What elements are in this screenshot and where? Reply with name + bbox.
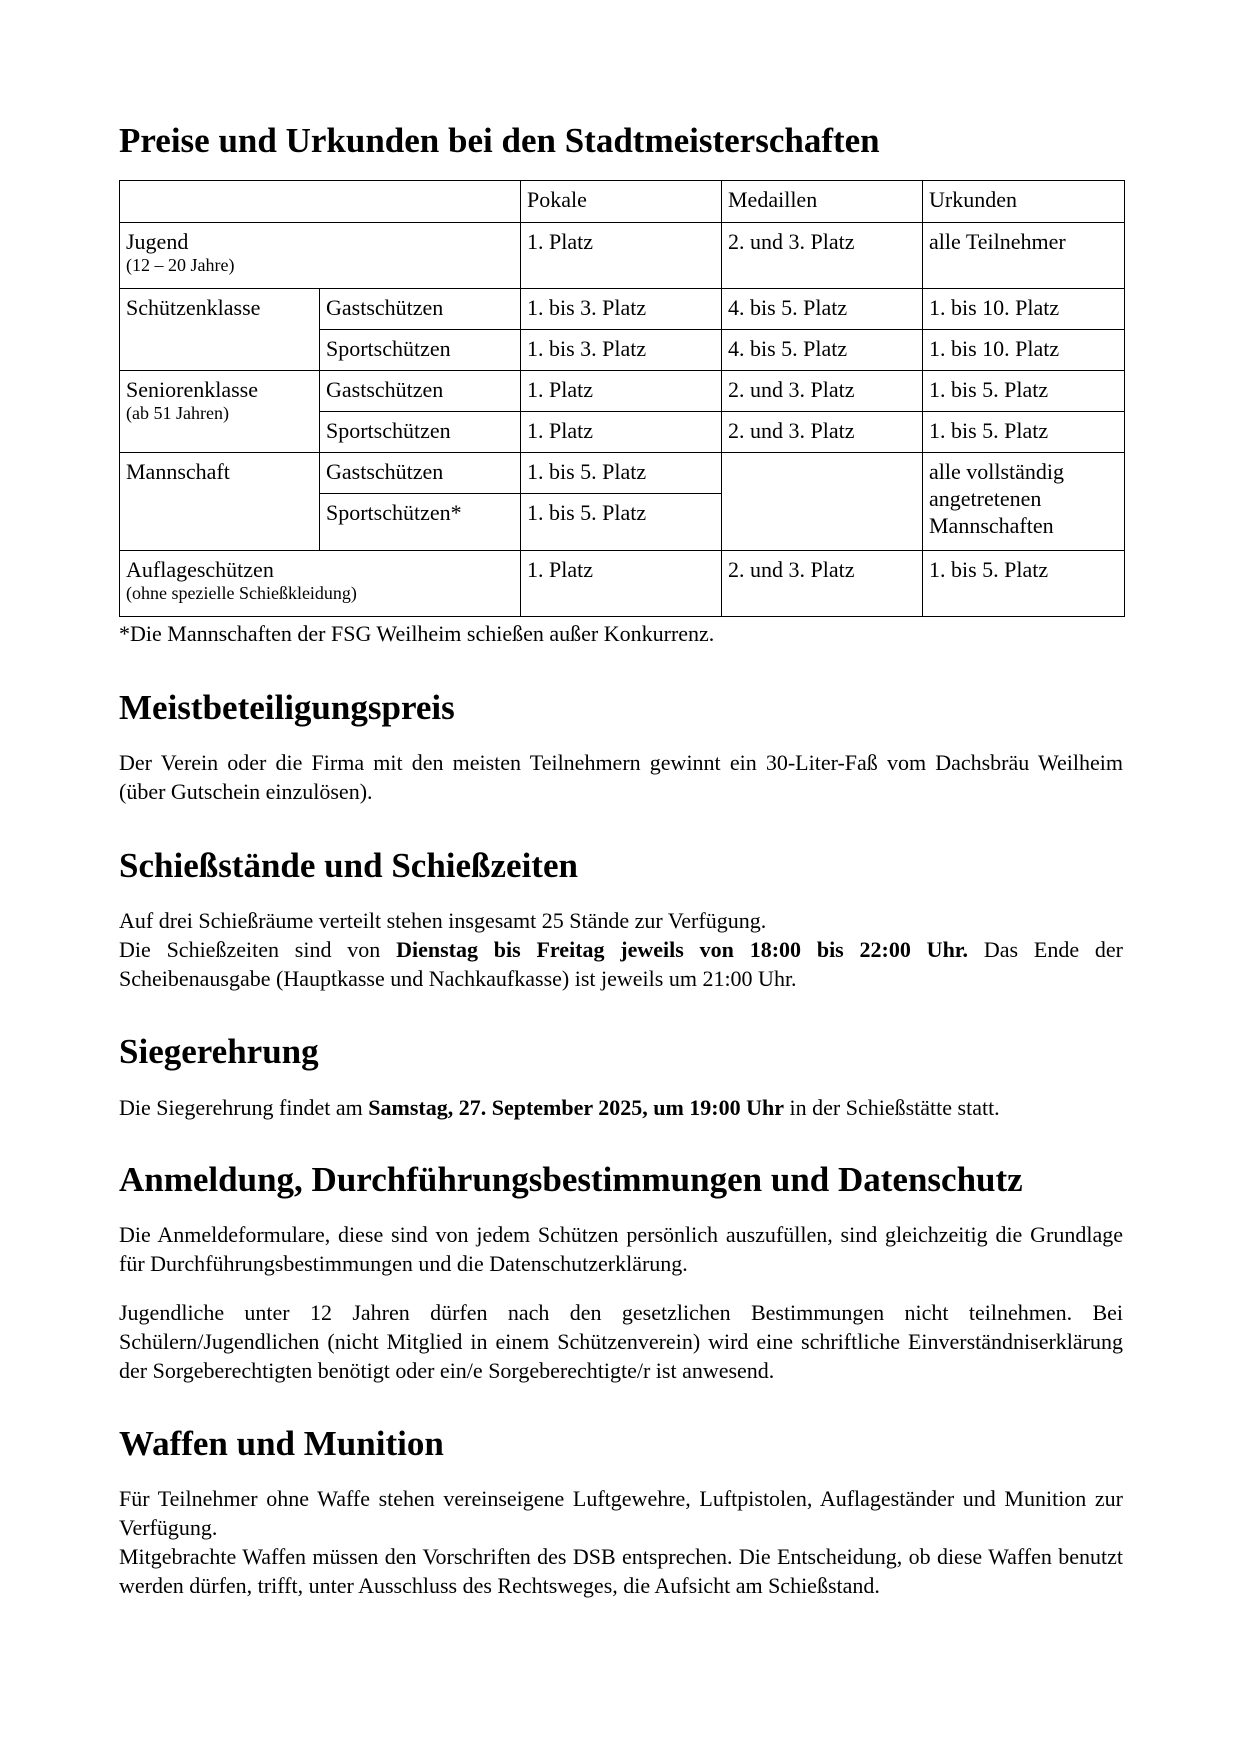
- row-label: Mannschaft: [120, 453, 320, 551]
- section-heading: Meistbeteiligungspreis: [119, 688, 455, 727]
- prizes-table: [119, 180, 1125, 617]
- table-cell: Sportschützen: [320, 412, 521, 453]
- paragraph: Auf drei Schießräume verteilt stehen insgesamt 25 Stände zur Verfügung. Die Schießzeiten sind von Dienstag bis Freitag jeweils von 18:00 bis 22:00 Uhr. Das Ende der Scheibenausgabe (Hauptkasse und Nachkaufkasse) ist jeweils um 21:00 Uhr.: [119, 908, 1123, 991]
- paragraph: Für Teilnehmer ohne Waffe stehen vereinseigene Luftgewehre, Luftpistolen, Auflageständer und Munition zur Verfügung.: [119, 1486, 1123, 1540]
- table-cell: [120, 181, 521, 223]
- table-cell: 1. bis 5. Platz: [923, 551, 1125, 617]
- table-cell: 1. bis 3. Platz: [521, 289, 722, 330]
- table-row: [120, 289, 1125, 330]
- table-cell: 2. und 3. Platz: [722, 412, 923, 453]
- paragraph: Mitgebrachte Waffen müssen den Vorschriften des DSB entsprechen. Die Entscheidung, ob diese Waffen benutzt werden dürfen, trifft, unter Ausschluss des Rechtsweges, die Aufsicht am Schießstand.: [119, 1544, 1123, 1598]
- row-label: Auflageschützen (ohne spezielle Schießkleidung): [120, 551, 521, 617]
- paragraph: Die Siegerehrung findet am Samstag, 27. September 2025, um 19:00 Uhr in der Schießstätte statt.: [119, 1095, 1000, 1120]
- section-heading: Schießstände und Schießzeiten: [119, 846, 578, 885]
- section-heading: Anmeldung, Durchführungsbestimmungen und Datenschutz: [119, 1160, 1023, 1199]
- table-cell: alle vollständig angetretenen Mannschaften: [923, 453, 1125, 551]
- table-row: [120, 223, 1125, 289]
- table-row: [120, 453, 1125, 494]
- table-cell: 2. und 3. Platz: [722, 551, 923, 617]
- table-cell: [722, 453, 923, 551]
- page-title: Preise und Urkunden bei den Stadtmeisterschaften: [119, 121, 880, 160]
- table-row: [120, 371, 1125, 412]
- table-cell: Sportschützen*: [320, 494, 521, 551]
- row-label: Seniorenklasse (ab 51 Jahren): [120, 371, 320, 453]
- table-cell: 1. bis 10. Platz: [923, 289, 1125, 330]
- paragraph: Der Verein oder die Firma mit den meisten Teilnehmern gewinnt ein 30-Liter-Faß vom Dachsbräu Weilheim (über Gutschein einzulösen).: [119, 750, 1123, 804]
- column-header: Medaillen: [722, 181, 923, 223]
- row-label: Schützenklasse: [120, 289, 320, 371]
- table-cell: 1. Platz: [521, 551, 722, 617]
- table-cell: 1. Platz: [521, 412, 722, 453]
- table-cell: 2. und 3. Platz: [722, 371, 923, 412]
- table-cell: Gastschützen: [320, 453, 521, 494]
- table-header-row: [120, 181, 1125, 223]
- table-row: [120, 551, 1125, 617]
- table-cell: Sportschützen: [320, 330, 521, 371]
- row-label: Jugend (12 – 20 Jahre): [120, 223, 521, 289]
- table-footnote: *Die Mannschaften der FSG Weilheim schießen außer Konkurrenz.: [119, 621, 715, 646]
- table-cell: 2. und 3. Platz: [722, 223, 923, 289]
- paragraph: Die Anmeldeformulare, diese sind von jedem Schützen persönlich auszufüllen, sind gleichzeitig die Grundlage für Durchführungsbestimmungen und die Datenschutzerklärung.: [119, 1222, 1123, 1276]
- table-cell: 1. bis 5. Platz: [923, 371, 1125, 412]
- table-cell: 1. bis 10. Platz: [923, 330, 1125, 371]
- paragraph: Jugendliche unter 12 Jahren dürfen nach den gesetzlichen Bestimmungen nicht teilnehmen. Bei Schülern/Jugendlichen (nicht Mitglied in einem Schützenverein) wird eine schriftliche Einverständniserklärung der Sorgeberechtigten benötigt oder ein/e Sorgeberechtigte/r ist anwesend.: [119, 1300, 1123, 1383]
- table-cell: 1. bis 5. Platz: [923, 412, 1125, 453]
- column-header: Urkunden: [923, 181, 1125, 223]
- section-heading: Siegerehrung: [119, 1032, 319, 1071]
- table-cell: 4. bis 5. Platz: [722, 289, 923, 330]
- table-cell: alle Teilnehmer: [923, 223, 1125, 289]
- table-cell: 1. Platz: [521, 371, 722, 412]
- table-cell: 1. bis 3. Platz: [521, 330, 722, 371]
- table-cell: 1. bis 5. Platz: [521, 453, 722, 494]
- table-cell: Gastschützen: [320, 289, 521, 330]
- table-cell: 1. bis 5. Platz: [521, 494, 722, 551]
- column-header: Pokale: [521, 181, 722, 223]
- table-cell: 4. bis 5. Platz: [722, 330, 923, 371]
- table-cell: 1. Platz: [521, 223, 722, 289]
- section-heading: Waffen und Munition: [119, 1424, 444, 1463]
- table-cell: Gastschützen: [320, 371, 521, 412]
